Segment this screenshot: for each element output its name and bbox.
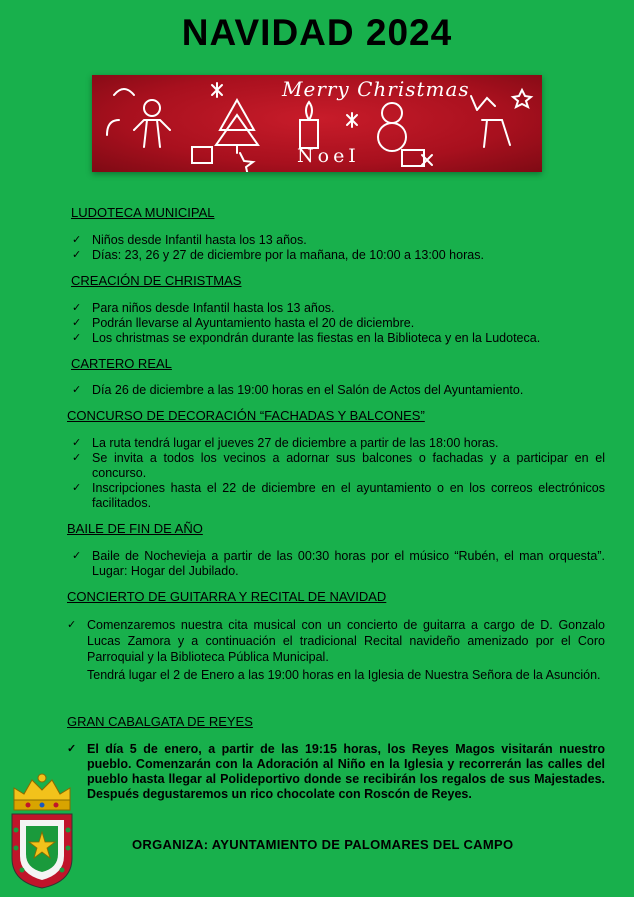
- check-icon: ✓: [72, 384, 82, 396]
- check-icon: ✓: [67, 619, 77, 631]
- section-title-cartero: CARTERO REAL: [71, 356, 172, 371]
- list-item-extra: Tendrá lugar el 2 de Enero a las 19:00 horas en la Iglesia de Nuestra Señora de la Asunción.: [87, 668, 601, 682]
- organizer-text: ORGANIZA: AYUNTAMIENTO DE PALOMARES DEL CAMPO: [132, 837, 514, 852]
- check-icon: ✓: [72, 234, 82, 246]
- list-item: ✓ Para niños desde Infantil hasta los 13 años.: [72, 301, 335, 315]
- section-title-christmas: CREACIÓN DE CHRISTMAS: [71, 273, 242, 288]
- list-item: ✓ Niños desde Infantil hasta los 13 años.: [72, 233, 307, 247]
- check-icon: ✓: [72, 317, 82, 329]
- list-item: ✓ El día 5 de enero, a partir de las 19:15 horas, los Reyes Magos visitarán nuestro pueblo. Comenzarán con la Adoración al Niño en la Iglesia y recorrerán las calles del pueblo hasta llegar al Polideportivo donde se recibirán los regalos de sus Majestades. Después degustaremos un rico chocolate con Roscón de Reyes.: [67, 742, 605, 801]
- check-icon: ✓: [72, 452, 82, 464]
- section-title-cabalgata: GRAN CABALGATA DE REYES: [67, 714, 253, 729]
- list-item: ✓ Baile de Nochevieja a partir de las 00:30 horas por el músico “Rubén, el man orquesta”. Lugar: Hogar del Jubilado.: [72, 549, 605, 578]
- list-item: ✓ Días: 23, 26 y 27 de diciembre por la mañana, de 10:00 a 13:00 horas.: [72, 248, 484, 262]
- list-item: ✓ La ruta tendrá lugar el jueves 27 de diciembre a partir de las 18:00 horas.: [72, 436, 499, 450]
- list-item: ✓ Comenzaremos nuestra cita musical con un concierto de guitarra a cargo de D. Gonzalo Lucas Zamora y a continuación el tradicional Recital navideño amenizado por el Coro Parroquial y la Biblioteca Pública Municipal.: [67, 618, 605, 664]
- section-title-concurso: CONCURSO DE DECORACIÓN “FACHADAS Y BALCONES”: [67, 408, 425, 423]
- list-item: ✓ Inscripciones hasta el 22 de diciembre en el ayuntamiento o en los correos electrónicos facilitados.: [72, 481, 605, 510]
- check-icon: ✓: [67, 743, 77, 755]
- page-title: NAVIDAD 2024: [181, 12, 453, 53]
- list-item: ✓ Los christmas se expondrán durante las fiestas en la Biblioteca y en la Ludoteca.: [72, 331, 541, 345]
- check-icon: ✓: [72, 332, 82, 344]
- list-item: ✓ Podrán llevarse al Ayuntamiento hasta el 20 de diciembre.: [72, 316, 415, 330]
- list-item: ✓ Día 26 de diciembre a las 19:00 horas en el Salón de Actos del Ayuntamiento.: [72, 383, 524, 397]
- list-item: ✓ Se invita a todos los vecinos a adornar sus balcones o fachadas y a participar en el concurso.: [72, 451, 605, 480]
- coat-of-arms-icon: [6, 770, 78, 892]
- section-title-ludoteca: LUDOTECA MUNICIPAL: [71, 205, 215, 220]
- christmas-banner: [92, 75, 542, 172]
- check-icon: ✓: [72, 249, 82, 261]
- check-icon: ✓: [72, 437, 82, 449]
- check-icon: ✓: [72, 550, 82, 562]
- noel-text: NoeI: [297, 145, 360, 167]
- section-title-baile: BAILE DE FIN DE AÑO: [67, 521, 203, 536]
- check-icon: ✓: [72, 482, 82, 494]
- check-icon: ✓: [72, 302, 82, 314]
- section-title-concierto: CONCIERTO DE GUITARRA Y RECITAL DE NAVIDAD: [67, 589, 387, 604]
- merry-christmas-text: Merry Christmas: [282, 77, 470, 101]
